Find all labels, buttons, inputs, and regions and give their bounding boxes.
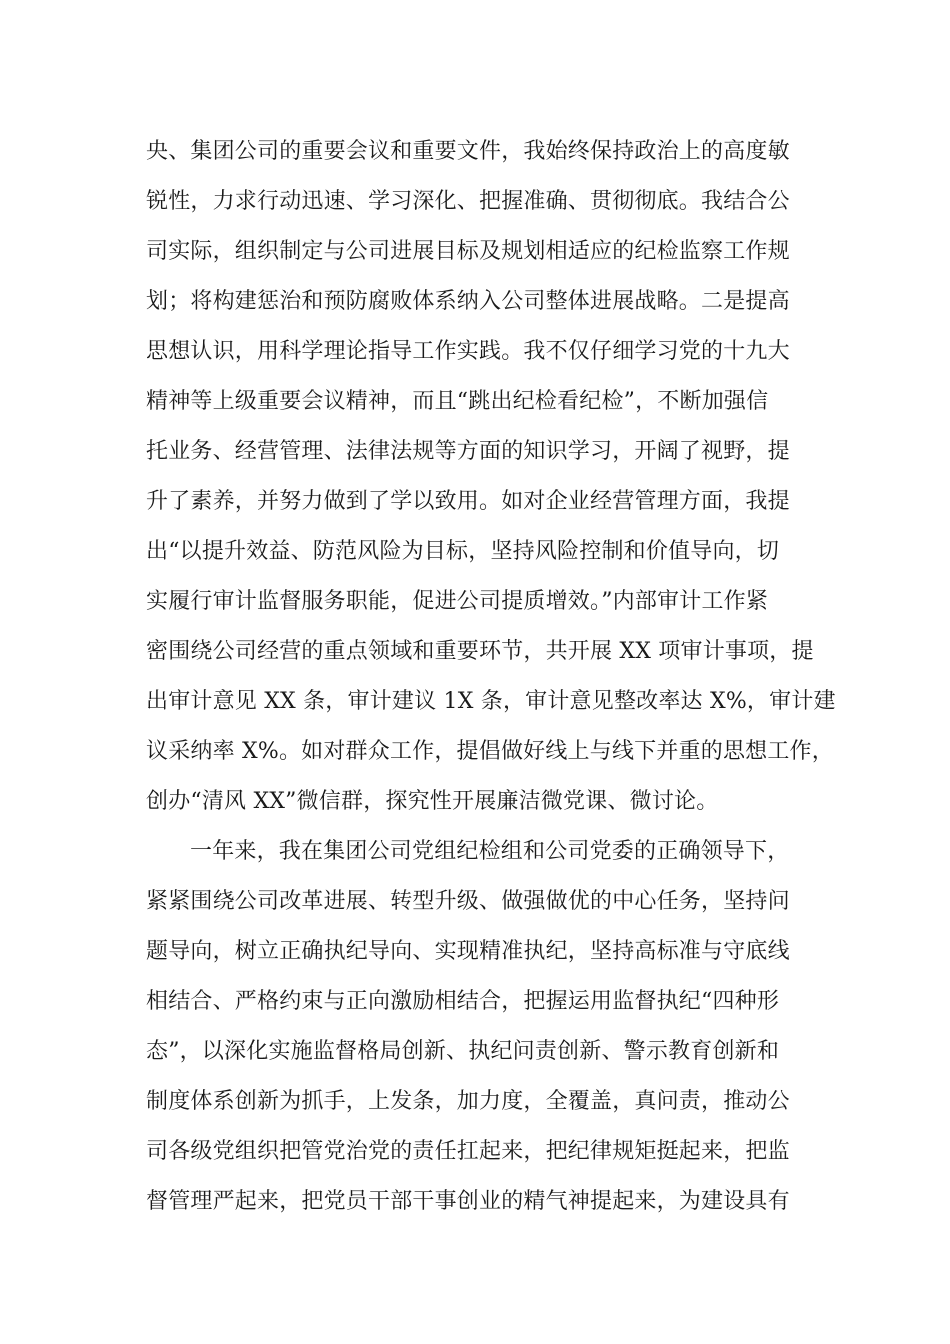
text-line: 划；将构建惩治和预防腐败体系纳入公司整体进展战略。二是提高 (146, 289, 790, 314)
text-line: 议采纳率 X%。如对群众工作，提倡做好线上与线下并重的思想工作， (146, 739, 834, 764)
text-line: 出审计意见 XX 条，审计建议 1X 条，审计意见整改率达 X%，审计建 (146, 689, 836, 714)
text-line: 紧紧围绕公司改革进展、转型升级、做强做优的中心任务，坚持问 (146, 889, 790, 914)
text-line: 督管理严起来，把党员干部干事创业的精气神提起来，为建设具有 (146, 1189, 790, 1214)
text-line: 思想认识，用科学理论指导工作实践。我不仅仔细学习党的十九大 (146, 339, 790, 364)
text-line: 锐性，力求行动迅速、学习深化、把握准确、贯彻彻底。我结合公 (146, 189, 790, 214)
text-line: 托业务、经营管理、法律法规等方面的知识学习，开阔了视野，提 (146, 439, 790, 464)
text-line: 司各级党组织把管党治党的责任扛起来，把纪律规矩挺起来，把监 (146, 1139, 790, 1164)
text-line: 升了素养，并努力做到了学以致用。如对企业经营管理方面，我提 (146, 489, 790, 514)
text-line: 精神等上级重要会议精神，而且“跳出纪检看纪检”，不断加强信 (146, 389, 769, 414)
text-line: 密围绕公司经营的重点领域和重要环节，共开展 XX 项审计事项，提 (146, 639, 814, 664)
text-line: 实履行审计监督服务职能，促进公司提质增效。”内部审计工作紧 (146, 589, 769, 614)
text-line: 司实际，组织制定与公司进展目标及规划相适应的纪检监察工作规 (146, 239, 790, 264)
text-line: 央、集团公司的重要会议和重要文件，我始终保持政治上的高度敏 (146, 139, 790, 164)
text-line: 态”，以深化实施监督格局创新、执纪问责创新、警示教育创新和 (146, 1039, 780, 1064)
paragraph-first-line: 一年来，我在集团公司党组纪检组和公司党委的正确领导下， (190, 839, 790, 864)
text-line: 题导向，树立正确执纪导向、实现精准执纪，坚持高标准与守底线 (146, 939, 790, 964)
text-line: 相结合、严格约束与正向激励相结合，把握运用监督执纪“四种形 (146, 989, 780, 1014)
text-line: 出“以提升效益、防范风险为目标，坚持风险控制和价值导向，切 (146, 539, 780, 564)
text-line: 制度体系创新为抓手，上发条，加力度，全覆盖，真问责，推动公 (146, 1089, 790, 1114)
text-line: 创办“清风 XX”微信群，探究性开展廉洁微党课、微讨论。 (146, 789, 719, 814)
